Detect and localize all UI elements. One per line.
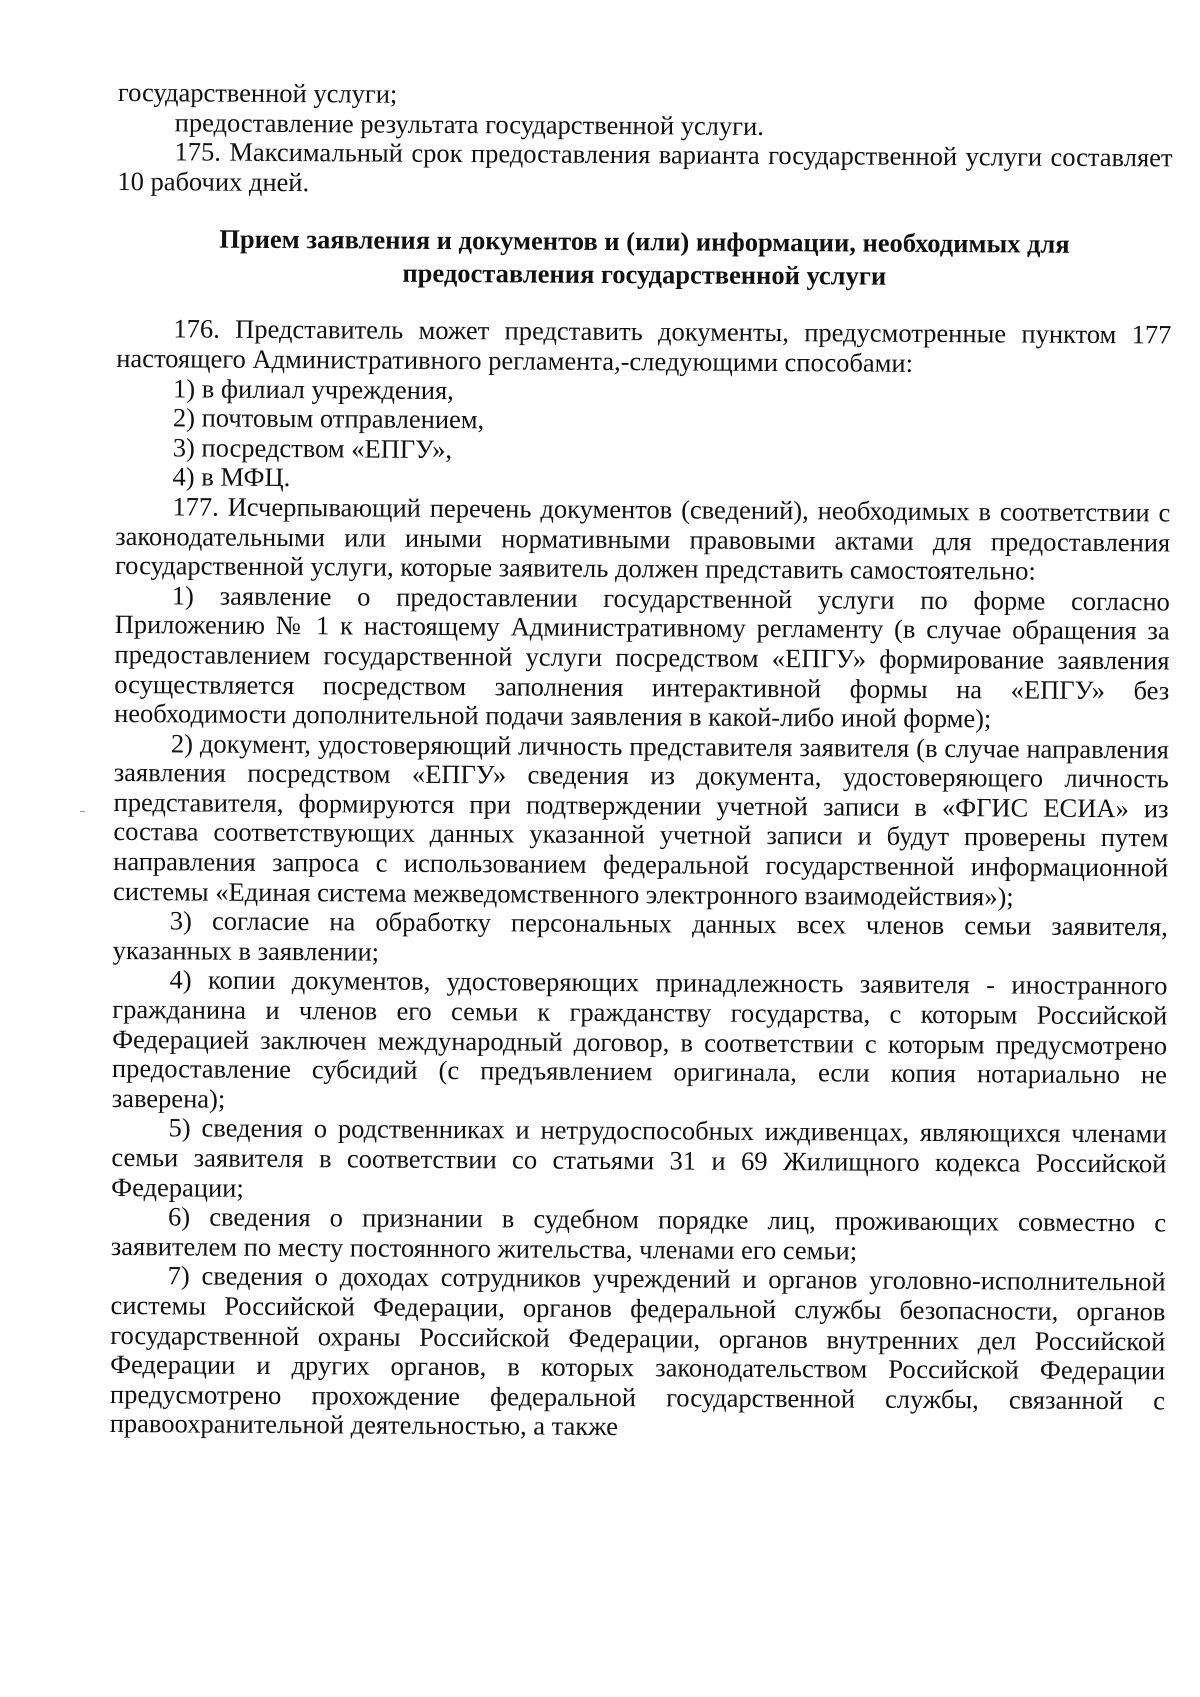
paragraph-177: 177. Исчерпывающий перечень документов (сведений), необходимых в соответствии с законодательными или иными нормативными правовыми актами для предоставления государственной услуги, которые заявитель должен представить самостоятельно: (114, 491, 1171, 586)
list-item-177-3: 3) согласие на обработку персональных данных всех членов семьи заявителя, указанных в заявлении; (112, 905, 1168, 967)
document-body (110, 78, 1173, 1445)
list-item-177-5: 5) сведения о родственниках и нетрудоспособных иждивенцах, являющихся членами семьи заявителя в соответствии со статьями 31 и 69 Жилищного кодекса Российской Федерации; (111, 1112, 1167, 1203)
scan-speck (80, 811, 85, 812)
paragraph-176: 176. Представитель может представить документы, предусмотренные пунктом 177 настоящего Административного регламента,-следующими способами: (116, 313, 1172, 378)
section-heading: Прием заявления и документов и (или) информации, необходимых для предоставления государственной услуги (219, 223, 1070, 292)
list-item-176-2: 2) почтовым отправлением, (172, 402, 485, 435)
paragraph-continuation: государственной услуги; (117, 77, 398, 109)
list-item-177-1: 1) заявление о предоставлении государственной услуги по форме согласно Приложению № 1 к настоящему Административному регламенту (в случае обращения за предоставлением государственной услуги посредством «ЕПГУ» формирование заявления осуществляется посредством заполнения интерактивной формы на «ЕПГУ» без необходимости дополнительной подачи заявления в какой-либо иной форме); (114, 580, 1170, 734)
list-item-177-6: 6) сведения о признании в судебном порядке лиц, проживающих совместно с заявителем по месту постоянного жительства, членами его семьи; (110, 1201, 1167, 1266)
list-item-176-3: 3) посредством «ЕПГУ», (172, 432, 453, 464)
paragraph-result: предоставление результата государственной услуги. (174, 106, 764, 141)
paragraph-175: 175. Максимальный срок предоставления варианта государственной услуги составляет 10 рабочих дней. (117, 136, 1173, 197)
list-item-176-1: 1) в филиал учреждения, (173, 372, 454, 405)
list-item-177-7: 7) сведения о доходах сотрудников учреждений и органов уголовно-исполнительной системы Российской Федерации, органов федеральной службы безопасности, органов государственной охраны Российской Федерации, органов внутренних дел Российской Федерации и других органов, в которых законодательством Российской Федерации предусмотрено прохождение федеральной государственной службы, связанной с правоохранительной деятельностью, а также (109, 1260, 1166, 1442)
list-item-176-4: 4) в МФЦ. (172, 461, 291, 493)
list-item-177-4: 4) копии документов, удостоверяющих принадлежность заявителя - иностранного гражданина и членов его семьи к гражданству государства, с которым Российской Федерацией заключен международный договор, в соответствии с которым предусмотрено предоставление субсидий (с предъявлением оригинала, если копия нотариально не заверена); (111, 964, 1168, 1114)
list-item-177-2: 2) документ, удостоверяющий личность представителя заявителя (в случае направления заявления посредством «ЕПГУ» сведения из документа, удостоверяющего личность представителя, формируются при подтверждении учетной записи в «ФГИС ЕСИА» из состава соответствующих данных указанной учетной записи и будут проверены путем направления запроса с использованием федеральной государственной информационной системы «Единая система межведомственного электронного взаимодействия»); (112, 728, 1170, 912)
